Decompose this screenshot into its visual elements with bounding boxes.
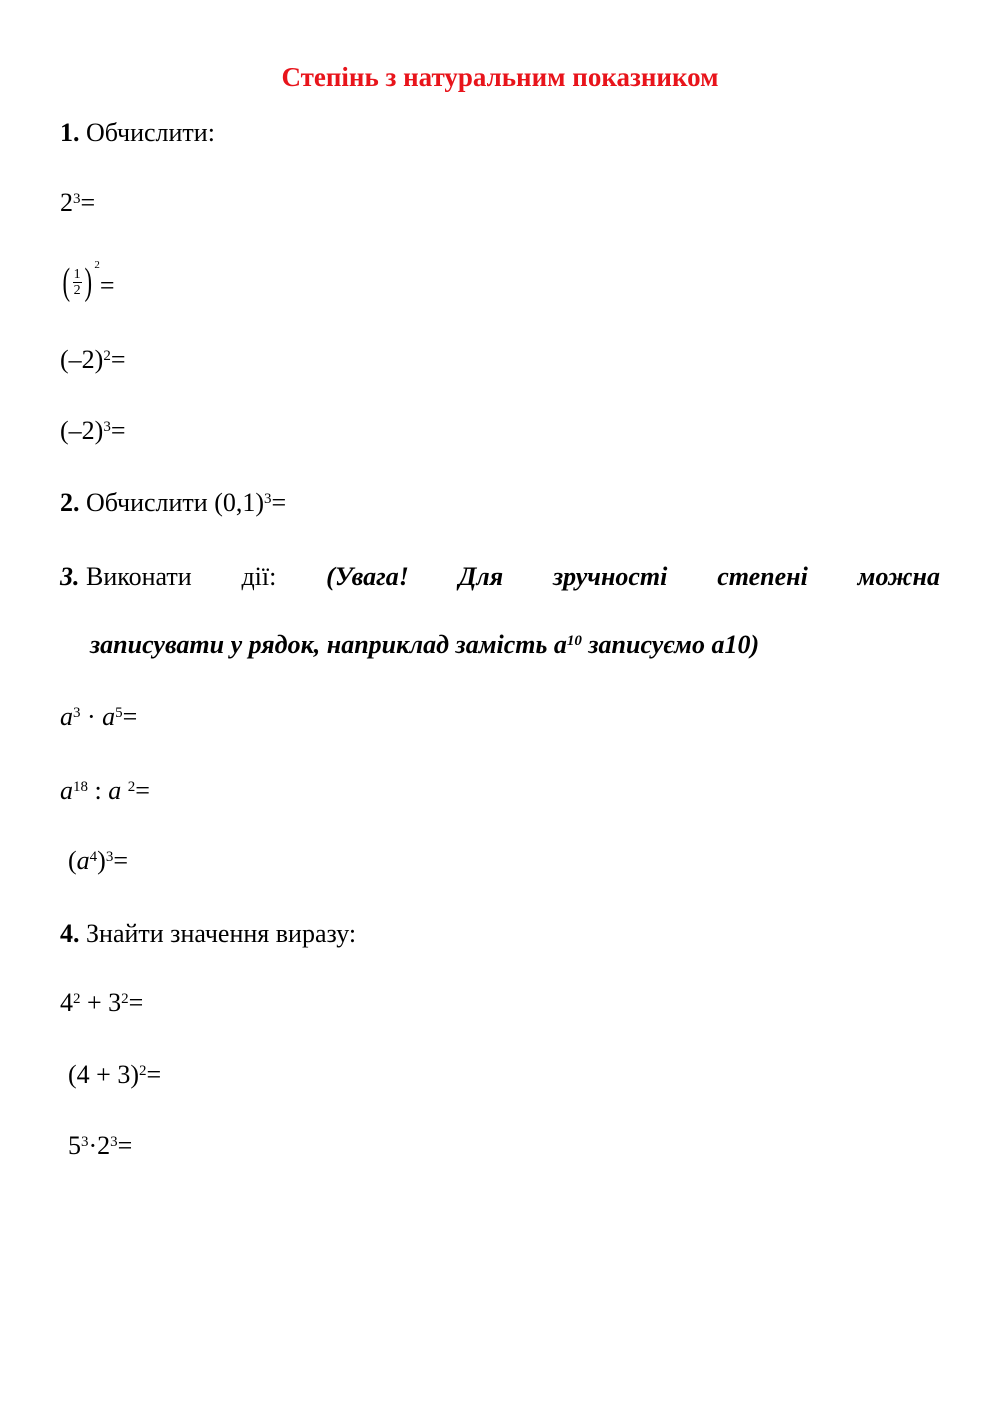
- task1-item-2: ( 1 2 ) $^2$=: [62, 259, 115, 303]
- task3-item-1: $a^3 \cdot a^5=$: [60, 702, 138, 731]
- task4-item-1: $4^2 + 3^2=$: [60, 988, 144, 1017]
- task3-item-2: $a^{18}$ : a $^2$=: [60, 776, 150, 805]
- task1-heading: 1. Обчислити:: [60, 118, 215, 147]
- task1-item-4: $(-2)^3=$: [60, 416, 126, 445]
- task3-heading: 3. Виконати дії: (Увага! Для зручності степені можна: [60, 562, 940, 591]
- task2: 2. Обчислити $(0,1)^3=$: [60, 488, 287, 517]
- task1-item-3: $(-2)^2=$: [60, 345, 126, 374]
- page-title: Степінь з натуральним показником: [281, 62, 719, 92]
- task4-item-3: $5^3\cdot 2^3=$: [68, 1131, 133, 1160]
- task3-note: записувати у рядок, наприклад замість $a^{10}$ записуємо a10): [90, 630, 760, 659]
- task3-item-3: $(a^4)^3=$: [68, 846, 129, 875]
- task1-item-1: $2^3=$: [60, 188, 96, 217]
- task4-heading: 4. Знайти значення виразу:: [60, 919, 357, 948]
- task4-item-2: $(4 + 3)^2=$: [68, 1060, 162, 1089]
